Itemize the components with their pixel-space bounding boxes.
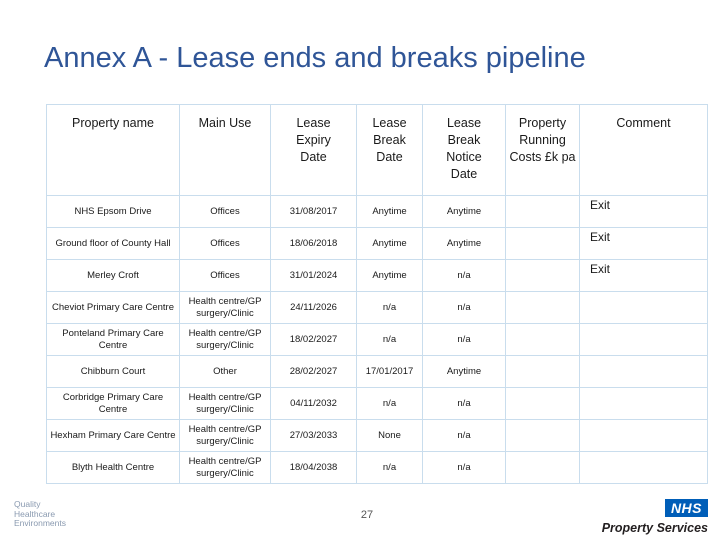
header-text: Comment (616, 116, 671, 130)
header-text: Lease (446, 116, 482, 130)
cell-lease-break: n/a (357, 324, 423, 356)
header-lease-break-date (357, 105, 423, 196)
header-text: Date (300, 150, 327, 164)
cell-comment (580, 388, 708, 420)
cell-lease-expiry: 18/04/2038 (271, 452, 357, 484)
page-number: 27 (360, 509, 374, 521)
header-text: Property name (72, 116, 154, 130)
cell-break-notice: n/a (423, 388, 506, 420)
cell-lease-expiry: 24/11/2026 (271, 292, 357, 324)
cell-running-costs (506, 260, 580, 292)
cell-property-name: Blyth Health Centre (47, 452, 180, 484)
cell-main-use: Health centre/GP surgery/Clinic (180, 452, 271, 484)
table-row (47, 196, 708, 228)
cell-property-name: Hexham Primary Care Centre (47, 420, 180, 452)
table-row (47, 292, 708, 324)
cell-comment (580, 356, 708, 388)
cell-comment (580, 292, 708, 324)
table-row (47, 356, 708, 388)
cell-property-name: Chibburn Court (47, 356, 180, 388)
header-comment (580, 105, 708, 196)
header-text: Lease (296, 116, 331, 130)
header-text: Costs £k pa (509, 150, 576, 164)
header-main-use (180, 105, 271, 196)
header-lease-expiry-date (271, 105, 357, 196)
cell-lease-break: Anytime (357, 196, 423, 228)
cell-running-costs (506, 388, 580, 420)
cell-property-name: Ponteland Primary Care Centre (47, 324, 180, 356)
cell-main-use: Health centre/GP surgery/Clinic (180, 292, 271, 324)
header-property-name (47, 105, 180, 196)
table-row (47, 420, 708, 452)
cell-break-notice: n/a (423, 420, 506, 452)
cell-comment (580, 420, 708, 452)
header-text: Lease (372, 116, 407, 130)
cell-main-use: Offices (180, 228, 271, 260)
cell-main-use: Health centre/GP surgery/Clinic (180, 420, 271, 452)
header-text: Date (376, 150, 403, 164)
cell-comment: Exit (580, 196, 708, 228)
cell-break-notice: Anytime (423, 356, 506, 388)
cell-main-use: Health centre/GP surgery/Clinic (180, 388, 271, 420)
cell-property-name: Cheviot Primary Care Centre (47, 292, 180, 324)
cell-lease-break: Anytime (357, 260, 423, 292)
header-text: Date (450, 167, 478, 181)
cell-comment: Exit (580, 228, 708, 260)
cell-lease-break: Anytime (357, 228, 423, 260)
nhs-property-services-logo (588, 499, 708, 535)
cell-lease-expiry: 18/06/2018 (271, 228, 357, 260)
cell-lease-expiry: 31/01/2024 (271, 260, 357, 292)
header-text: Break (373, 133, 406, 147)
cell-break-notice: n/a (423, 260, 506, 292)
qhe-logo-line: Healthcare (14, 508, 56, 519)
lease-pipeline-table (46, 104, 708, 484)
header-text: Break (447, 133, 481, 147)
cell-main-use: Health centre/GP surgery/Clinic (180, 324, 271, 356)
nhs-logo-subtitle: Property Services (601, 521, 708, 535)
cell-lease-break: n/a (357, 452, 423, 484)
cell-comment: Exit (580, 260, 708, 292)
cell-running-costs (506, 196, 580, 228)
cell-lease-expiry: 04/11/2032 (271, 388, 357, 420)
cell-running-costs (506, 292, 580, 324)
cell-lease-break: 17/01/2017 (357, 356, 423, 388)
header-text: Main Use (198, 116, 252, 130)
nhs-badge: NHS (665, 499, 708, 517)
cell-running-costs (506, 356, 580, 388)
cell-main-use: Other (180, 356, 271, 388)
cell-running-costs (506, 324, 580, 356)
cell-lease-break: None (357, 420, 423, 452)
qhe-logo-line: Quality (14, 499, 41, 509)
table-row (47, 324, 708, 356)
cell-property-name: Merley Croft (47, 260, 180, 292)
cell-break-notice: n/a (423, 452, 506, 484)
cell-lease-expiry: 27/03/2033 (271, 420, 357, 452)
cell-property-name: Ground floor of County Hall (47, 228, 180, 260)
cell-property-name: Corbridge Primary Care Centre (47, 388, 180, 420)
cell-break-notice: Anytime (423, 228, 506, 260)
cell-main-use: Offices (180, 196, 271, 228)
cell-comment (580, 452, 708, 484)
page-title: Annex A - Lease ends and breaks pipeline (44, 42, 586, 74)
table-row (47, 228, 708, 260)
header-property-running-costs (506, 105, 580, 196)
header-text: Notice (446, 150, 482, 164)
cell-lease-break: n/a (357, 388, 423, 420)
cell-running-costs (506, 452, 580, 484)
header-text: Property (518, 116, 567, 130)
header-text: Running (519, 133, 566, 147)
cell-property-name: NHS Epsom Drive (47, 196, 180, 228)
cell-lease-expiry: 18/02/2027 (271, 324, 357, 356)
cell-lease-expiry: 28/02/2027 (271, 356, 357, 388)
table-row (47, 452, 708, 484)
cell-main-use: Offices (180, 260, 271, 292)
cell-break-notice: n/a (423, 292, 506, 324)
table-header-row (47, 105, 708, 196)
cell-break-notice: Anytime (423, 196, 506, 228)
cell-break-notice: n/a (423, 324, 506, 356)
cell-lease-expiry: 31/08/2017 (271, 196, 357, 228)
qhe-logo (14, 500, 66, 529)
table-body (47, 196, 708, 484)
cell-running-costs (506, 228, 580, 260)
cell-running-costs (506, 420, 580, 452)
table-row (47, 260, 708, 292)
header-text: Expiry (296, 133, 331, 147)
table-row (47, 388, 708, 420)
cell-comment (580, 324, 708, 356)
cell-lease-break: n/a (357, 292, 423, 324)
qhe-logo-line: Environments (14, 518, 66, 528)
header-lease-break-notice-date (423, 105, 506, 196)
